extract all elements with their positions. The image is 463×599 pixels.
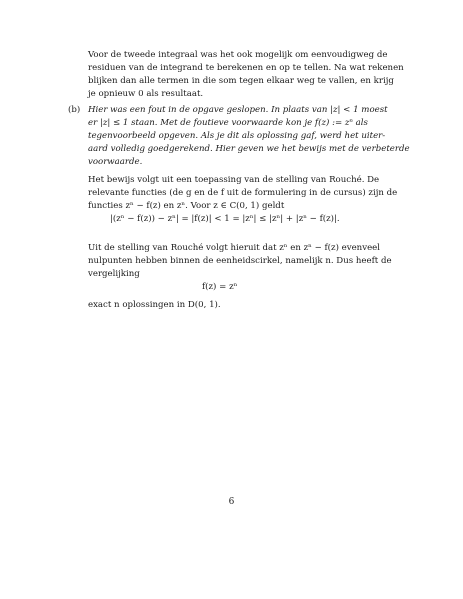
text-line: relevante functies (de g en de f uit de formulering in de cursus) zijn de [88, 188, 398, 198]
paragraph-erratum [88, 104, 410, 169]
equation-rouche: |(zⁿ − f(z)) − zⁿ| = |f(z)| < 1 = |zⁿ| ≤ |zⁿ| + |zⁿ − f(z)|. [110, 214, 340, 224]
text-line: Uit de stelling van Rouché volgt hieruit dat zⁿ en zⁿ − f(z) evenveel [88, 243, 380, 253]
paragraph-conclusion [88, 242, 392, 281]
text-line: Hier was een fout in de opgave geslopen. In plaats van |z| < 1 moest [88, 105, 388, 115]
text-line: tegenvoorbeeld opgeven. Als je dit als oplossing gaf, werd het uiter- [88, 131, 386, 141]
paragraph-proof [88, 174, 398, 213]
text-line: blijken dan alle termen in die som tegen elkaar weg te vallen, en krijg [88, 76, 394, 86]
page-number: 6 [228, 497, 235, 507]
text-line: aard volledig goedgerekend. Hier geven we het bewijs met de verbeterde [88, 144, 410, 154]
text-line: residuen van de integrand te berekenen en op te tellen. Na wat rekenen [88, 63, 404, 73]
equation-fz: f(z) = zⁿ [202, 282, 238, 292]
paragraph-residues [88, 49, 404, 101]
text-line: functies zⁿ − f(z) en zⁿ. Voor z ∈ C(0, 1) geldt [88, 201, 285, 211]
text-line: vergelijking [88, 269, 140, 279]
item-label: (b) [68, 105, 81, 115]
text-line: je opnieuw 0 als resultaat. [88, 89, 204, 99]
text-line: exact n oplossingen in D(0, 1). [88, 300, 221, 310]
text-line: er |z| ≤ 1 staan. Met de foutieve voorwaarde kon je f(z) := zⁿ als [88, 118, 368, 128]
text-line: voorwaarde. [88, 157, 143, 167]
paragraph-solutions [88, 299, 373, 312]
text-line: Het bewijs volgt uit een toepassing van de stelling van Rouché. De [88, 175, 380, 185]
text-line: Voor de tweede integraal was het ook mogelijk om eenvoudigweg de [88, 50, 388, 60]
text-line: nulpunten hebben binnen de eenheidscirkel, namelijk n. Dus heeft de [88, 256, 392, 266]
